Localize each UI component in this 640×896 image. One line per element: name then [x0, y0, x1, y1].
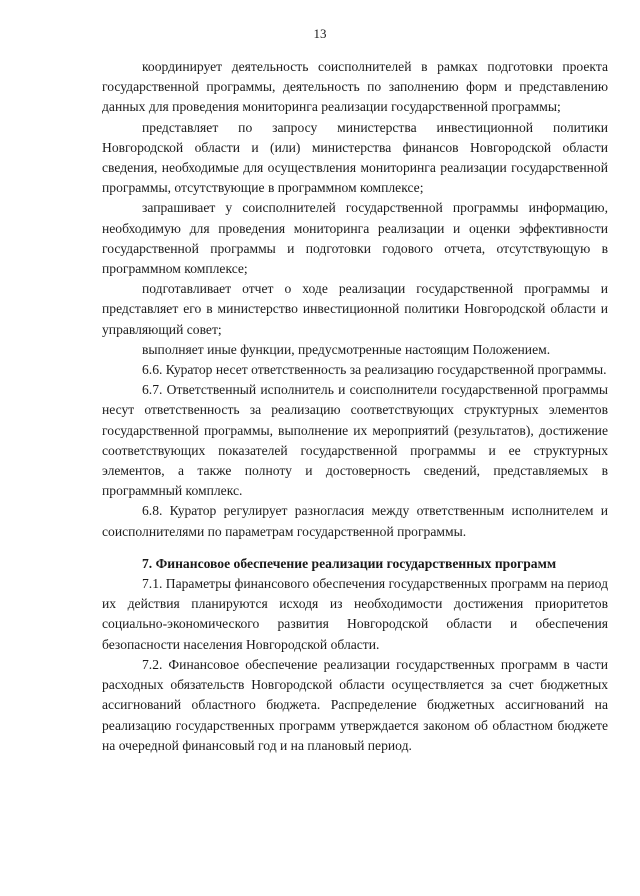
- paragraph-6-6: 6.6. Куратор несет ответственность за реализацию государственной программы.: [142, 362, 607, 378]
- document-body: [102, 57, 608, 756]
- paragraph-other-functions: выполняет иные функции, предусмотренные настоящим Положением.: [142, 341, 551, 357]
- paragraph-coordinates: координирует деятельность соисполнителей в рамках подготовки проекта государственной программы, деятельность по заполнению форм и представлению данных для проведения мониторинга реализации государственной программы;: [102, 59, 608, 115]
- page-number: 13: [313, 26, 327, 41]
- paragraph-6-7: 6.7. Ответственный исполнитель и соисполнители государственной программы несут ответственность за реализацию соответствующих структурных элементов государственной программы, выполнение их мероприятий (результатов), достижение соответствующих показателей государственной программы и ее структурных элементов, а также полноту и достоверность сведений, представляемых в программный комплекс.: [102, 382, 608, 499]
- paragraph-provides-info: представляет по запросу министерства инвестиционной политики Новгородской области и (или) министерства финансов Новгородской области сведения, необходимые для осуществления мониторинга реализации государственной программы, отсутствующие в программном комплексе;: [102, 119, 608, 196]
- paragraph-7-1: 7.1. Параметры финансового обеспечения государственных программ на период их действия планируются исходя из необходимости достижения приоритетов социально-экономического развития Новгородской области и обеспечения безопасности населения Новгородской области.: [102, 576, 608, 652]
- section-heading: 7. Финансовое обеспечение реализации государственных программ: [142, 555, 557, 571]
- paragraph-prepares-report: подготавливает отчет о ходе реализации государственной программы и представляет его в министерство инвестиционной политики Новгородской области и управляющий совет;: [102, 281, 608, 337]
- paragraph-7-2: 7.2. Финансовое обеспечение реализации государственных программ в части расходных обязательств Новгородской области осуществляется за счет бюджетных ассигнований областного бюджета. Распределение бюджетных ассигнований на реализацию государственных программ утверждается законом об областном бюджете на очередной финансовый год и на плановый период.: [102, 656, 608, 753]
- paragraph-6-8: 6.8. Куратор регулирует разногласия между ответственным исполнителем и соисполнителями по параметрам государственной программы.: [102, 503, 608, 539]
- paragraph-requests-info: запрашивает у соисполнителей государственной программы информацию, необходимую для проведения мониторинга реализации и оценки эффективности государственной программы и подготовки годового отчета, отсутствующую в программном комплексе;: [102, 200, 608, 277]
